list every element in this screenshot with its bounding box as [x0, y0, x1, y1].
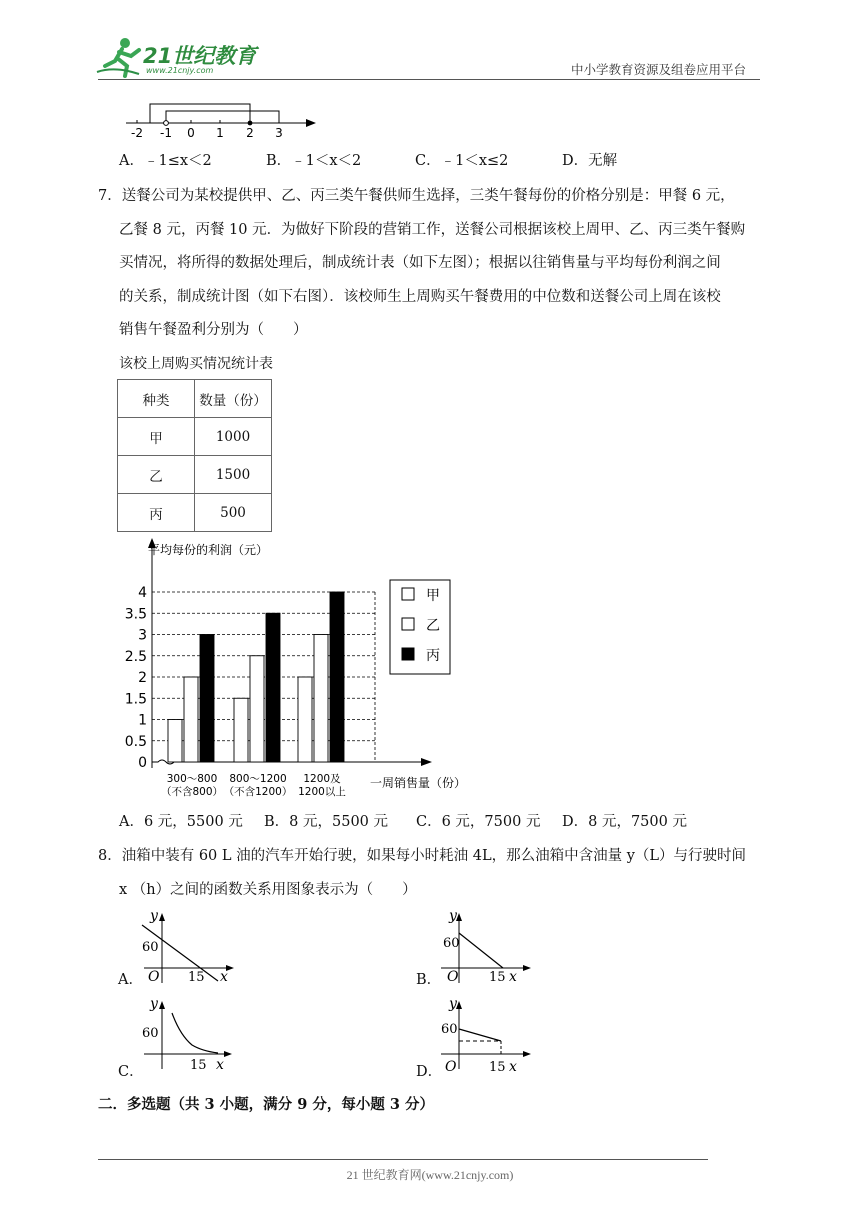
- x-category-label: （不含800）: [160, 786, 224, 798]
- table-cell: 乙: [118, 456, 195, 494]
- q7-line-3: 买情况，将所得的数据处理后，制成统计表（如下左图）；根据以往销售量与平均每份利润之间: [119, 255, 721, 271]
- y-tick-label: 3: [138, 627, 147, 644]
- header-rule: [98, 79, 760, 80]
- number-line-tick-label: -2: [131, 126, 143, 140]
- footer-rule: [98, 1159, 708, 1160]
- profit-bar-chart: [110, 532, 480, 807]
- number-line-tick-label: 3: [275, 126, 283, 140]
- y-tick-label: 0.5: [124, 733, 147, 750]
- y-tick-label: 2: [138, 670, 147, 686]
- graph-label-o: O: [445, 1059, 457, 1075]
- y-tick-label: 1.5: [124, 691, 147, 708]
- x-category-label: 1200及: [303, 773, 341, 785]
- q7-line-2: 乙餐 8 元，丙餐 10 元．为做好下阶段的营销工作，送餐公司根据该校上周甲、乙、丙三类午餐购: [119, 222, 746, 238]
- bar-丙: [266, 613, 280, 762]
- table-cell: 500: [195, 494, 272, 532]
- x-category-label: 1200以上: [298, 786, 346, 798]
- number-line-tick-label: 0: [187, 126, 195, 140]
- table-header-quantity: 数量（份）: [195, 380, 272, 418]
- graph-label-15: 15: [190, 1058, 207, 1073]
- logo-url: www.21cnjy.com: [146, 66, 214, 75]
- graph-label-x: x: [509, 969, 517, 985]
- graph-label-x: x: [216, 1057, 224, 1073]
- y-tick-label: 0: [138, 755, 147, 771]
- y-tick-label: 2.5: [124, 648, 147, 665]
- y-tick-label: 4: [138, 585, 147, 601]
- graph-label-15: 15: [188, 970, 205, 985]
- q8-option-c-label[interactable]: C．: [118, 1064, 144, 1080]
- bar-甲: [168, 720, 182, 763]
- q8-line-2: x （h）之间的函数关系用图象表示为（ ）: [119, 882, 417, 898]
- bar-丙: [330, 592, 344, 762]
- number-line: [120, 98, 320, 140]
- graph-label-y: y: [150, 996, 158, 1012]
- table-row: [118, 456, 272, 494]
- table-cell: 1500: [195, 456, 272, 494]
- graph-label-x: x: [509, 1059, 517, 1075]
- q7-line-4: 的关系，制成统计图（如下右图）．该校师生上周购买午餐费用的中位数和送餐公司上周在该校: [119, 289, 721, 305]
- number-line-tick-label: 2: [246, 126, 254, 140]
- logo-runner-icon: [95, 36, 147, 78]
- x-category-label: 300～800: [166, 773, 218, 785]
- graph-label-y: y: [150, 908, 158, 924]
- q6-option-c[interactable]: C．﹣1＜x≤2: [415, 153, 509, 169]
- x-category-label: （不含1200）: [223, 786, 293, 798]
- q7-option-b[interactable]: B．8 元，5500 元: [264, 814, 389, 830]
- legend-swatch-丙: [402, 648, 414, 660]
- bar-乙: [314, 635, 328, 763]
- graph-label-60: 60: [441, 1022, 458, 1037]
- q8-option-d-label[interactable]: D．: [416, 1064, 443, 1080]
- q8-graph-c[interactable]: [140, 995, 240, 1077]
- bar-甲: [298, 677, 312, 762]
- table-title: 该校上周购买情况统计表: [119, 356, 273, 372]
- bar-乙: [250, 656, 264, 762]
- table-header-type: 种类: [118, 380, 195, 418]
- legend-swatch-甲: [402, 588, 414, 600]
- platform-name: 中小学教育资源及组卷应用平台: [571, 62, 747, 77]
- bar-丙: [200, 635, 214, 763]
- bar-乙: [184, 677, 198, 762]
- legend-label-丙: 丙: [426, 648, 440, 664]
- q8-line-1: 8．油箱中装有 60 L 油的汽车开始行驶，如果每小时耗油 4L，那么油箱中含油量 y（L）与行驶时间: [98, 848, 747, 864]
- graph-label-15: 15: [489, 1060, 506, 1075]
- q7-line-5: 销售午餐盈利分别为（ ）: [119, 322, 308, 338]
- graph-label-x: x: [220, 969, 228, 985]
- graph-label-15: 15: [489, 970, 506, 985]
- table-header-row: [118, 380, 272, 418]
- q8-graph-a[interactable]: [140, 905, 240, 987]
- graph-label-o: O: [148, 969, 160, 985]
- table-row: [118, 418, 272, 456]
- q8-option-a-label[interactable]: A．: [118, 972, 143, 988]
- x-axis-label: 一周销售量（份）: [370, 776, 467, 790]
- graph-label-y: y: [449, 908, 457, 924]
- q7-option-c[interactable]: C．6 元，7500 元: [416, 814, 541, 830]
- q7-option-a[interactable]: A．6 元，5500 元: [119, 814, 243, 830]
- number-line-tick-label: 1: [216, 126, 224, 140]
- x-axis-arrow: [421, 758, 432, 766]
- q7-option-d[interactable]: D．8 元，7500 元: [562, 814, 687, 830]
- header: [0, 0, 860, 90]
- y-tick-label: 1: [138, 712, 147, 729]
- bar-甲: [234, 698, 248, 762]
- graph-label-60: 60: [142, 1026, 159, 1041]
- graph-label-60: 60: [142, 940, 159, 955]
- table-cell: 甲: [118, 418, 195, 456]
- section-2-heading: 二．多选题（共 3 小题，满分 9 分，每小题 3 分）: [98, 1096, 435, 1113]
- table-cell: 1000: [195, 418, 272, 456]
- q8-graph-d[interactable]: [437, 995, 537, 1077]
- purchase-table: [117, 379, 272, 532]
- table-row: [118, 494, 272, 532]
- graph-label-o: O: [447, 969, 459, 985]
- graph-label-y: y: [449, 996, 457, 1012]
- logo-text: 21世纪教育: [143, 44, 257, 68]
- q7-line-1: 7．送餐公司为某校提供甲、乙、丙三类午餐供师生选择，三类午餐每份的价格分别是：甲餐 6 元，: [98, 188, 735, 204]
- legend-box: [390, 580, 450, 674]
- legend-label-乙: 乙: [426, 618, 440, 634]
- q8-graph-b[interactable]: [437, 905, 537, 987]
- q6-option-a[interactable]: A．﹣1≤x＜2: [119, 153, 212, 169]
- x-category-label: 800～1200: [229, 773, 287, 785]
- q8-option-b-label[interactable]: B．: [416, 972, 442, 988]
- legend-swatch-乙: [402, 618, 414, 630]
- q6-option-d[interactable]: D．无解: [562, 153, 618, 169]
- y-axis-label: 平均每份的利润（元）: [148, 543, 269, 557]
- graph-label-60: 60: [443, 936, 460, 951]
- table-cell: 丙: [118, 494, 195, 532]
- legend-label-甲: 甲: [426, 588, 440, 604]
- q6-option-b[interactable]: B．﹣1＜x＜2: [266, 153, 362, 169]
- number-line-tick-label: -1: [160, 126, 172, 140]
- footer-text: 21 世纪教育网(www.21cnjy.com): [346, 1168, 514, 1182]
- y-tick-label: 3.5: [124, 606, 147, 623]
